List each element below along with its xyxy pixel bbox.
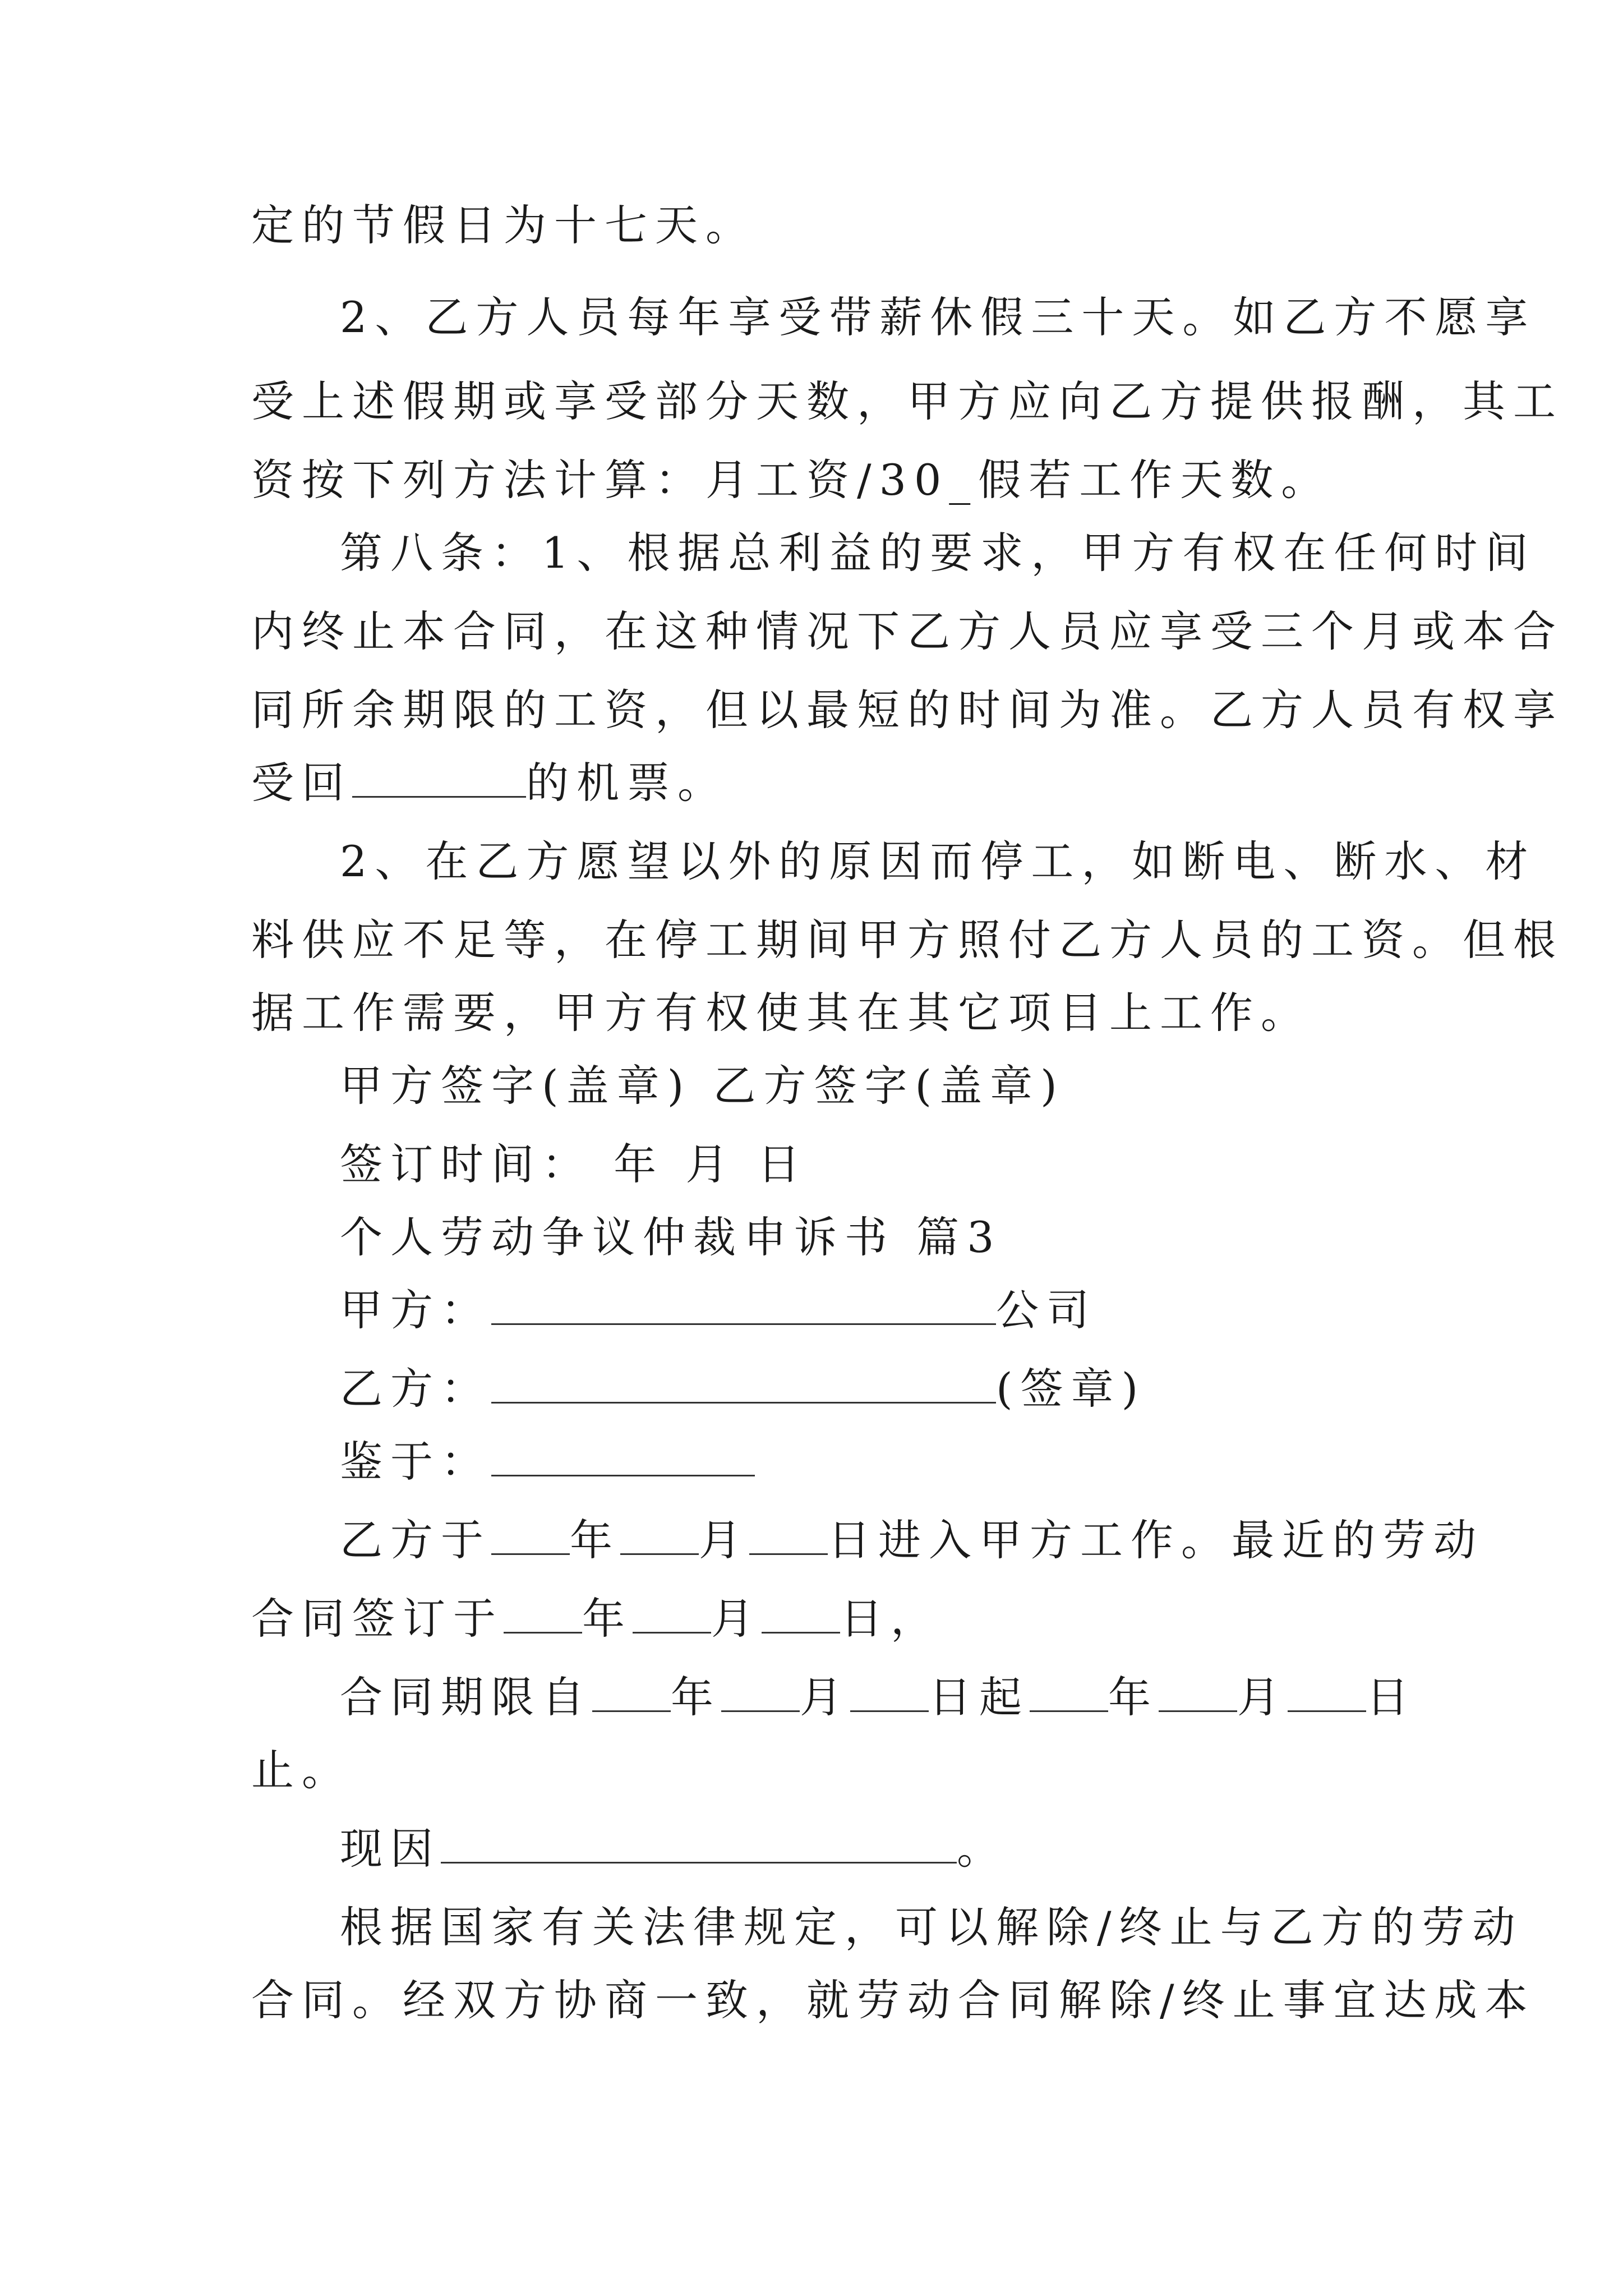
text-line: 根据国家有关法律规定，可以解除/终止与乙方的劳动	[340, 1902, 1523, 1952]
text-line: 现因 。	[340, 1824, 1007, 1874]
sign-date-line: 签订时间： 年 月 日	[340, 1139, 808, 1189]
fill-blank	[1288, 1671, 1366, 1712]
text-line: 料供应不足等，在停工期间甲方照付乙方人员的工资。但根	[251, 915, 1564, 965]
text-line: 内终止本合同，在这种情况下乙方人员应享受三个月或本合	[251, 606, 1564, 656]
fill-blank	[1159, 1671, 1237, 1712]
text-line: 2、在乙方愿望以外的原因而停工，如断电、断水、材	[340, 836, 1536, 886]
fill-blank	[504, 1593, 582, 1634]
section-title: 个人劳动争议仲裁申诉书 篇3	[340, 1212, 1002, 1262]
fill-blank	[850, 1671, 929, 1712]
fill-blank	[762, 1593, 840, 1634]
fill-blank	[721, 1671, 800, 1712]
party-a-line: 甲方： 公司	[340, 1285, 1097, 1335]
fill-blank	[491, 1514, 570, 1555]
text-line: 资按下列方法计算：月工资/30_假若工作天数。	[251, 455, 1332, 505]
fill-blank	[352, 757, 526, 798]
signature-line: 甲方签字(盖章) 乙方签字(盖章)	[340, 1061, 1065, 1111]
fill-blank	[749, 1514, 828, 1555]
fill-blank	[1030, 1671, 1108, 1712]
text-line: 受上述假期或享受部分天数，甲方应向乙方提供报酬，其工	[251, 376, 1564, 426]
text-line: 定的节假日为十七天。	[251, 200, 756, 250]
fill-blank	[441, 1823, 957, 1864]
text-line: 2、乙方人员每年享受带薪休假三十天。如乙方不愿享	[340, 292, 1536, 342]
party-b-line: 乙方： (签章)	[340, 1364, 1146, 1414]
fill-blank	[633, 1593, 711, 1634]
fill-blank	[491, 1284, 996, 1325]
whereas-line: 鉴于：	[340, 1434, 1473, 1490]
text-line: 同所余期限的工资，但以最短的时间为准。乙方人员有权享	[251, 685, 1564, 735]
text-line: 受回 的机票。	[251, 758, 728, 808]
text-line: 止。	[251, 1745, 352, 1795]
text-line: 乙方于 年 月 日进入甲方工作。最近的劳动	[340, 1515, 1484, 1565]
text-line: 合同。经双方协商一致，就劳动合同解除/终止事宜达成本	[251, 1975, 1536, 2025]
fill-blank	[491, 1435, 755, 1476]
fill-blank	[491, 1363, 996, 1404]
fill-blank	[620, 1514, 699, 1555]
text-line: 合同签订于 年 月 日，	[251, 1594, 941, 1644]
text-line: 合同期限自 年 月 日起 年 月 日	[340, 1672, 1417, 1722]
text-line: 据工作需要，甲方有权使其在其它项目上工作。	[251, 988, 1311, 1038]
fill-blank	[592, 1671, 671, 1712]
text-line: 第八条：1、根据总利益的要求，甲方有权在任何时间	[340, 528, 1536, 578]
